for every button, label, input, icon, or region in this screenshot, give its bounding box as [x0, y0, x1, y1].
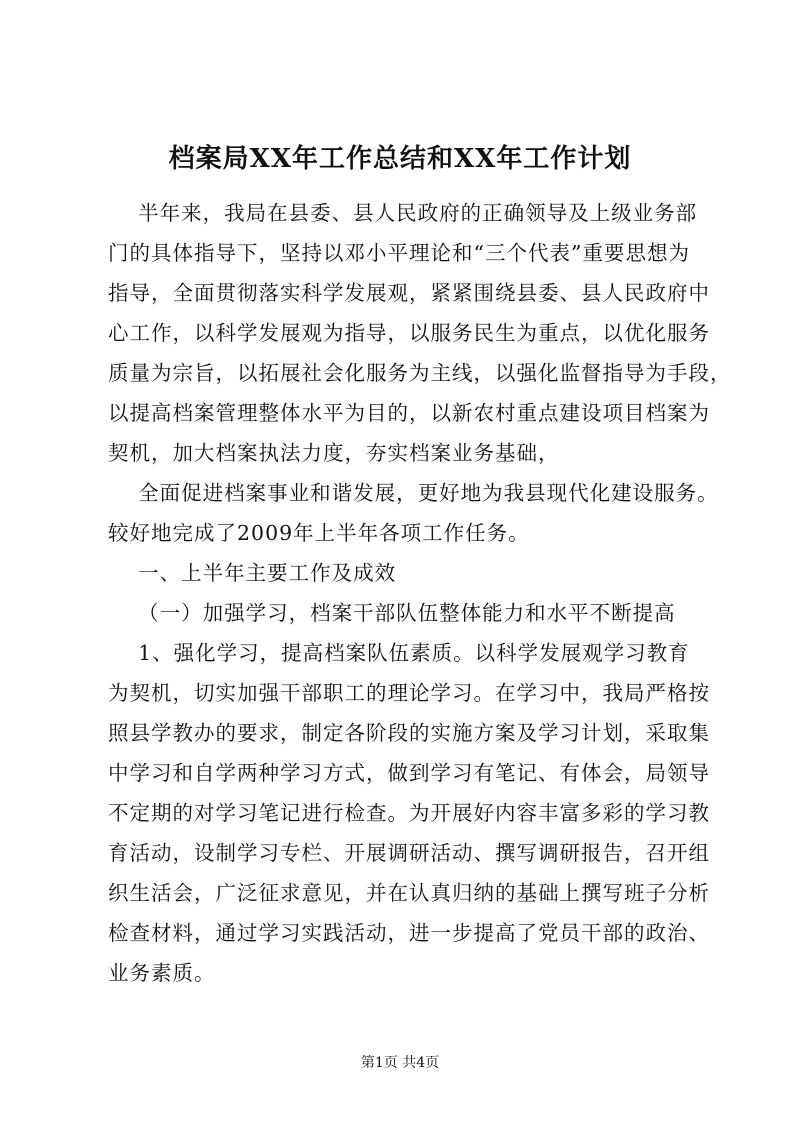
- paragraph-line: 检查材料，通过学习实践活动，进一步提高了党员干部的政治、: [108, 921, 710, 945]
- subsection-heading: （一）加强学习，档案干部队伍整体能力和水平不断提高: [108, 601, 676, 625]
- section-heading: 一、上半年主要工作及成效: [108, 561, 397, 585]
- paragraph-line: 照县学教办的要求，制定各阶段的实施方案及学习计划，采取集: [108, 721, 710, 745]
- page-footer: 第1页 共4页: [360, 1055, 440, 1071]
- document-title: 档案局XX年工作总结和XX年工作计划: [168, 144, 632, 174]
- paragraph-line: 心工作，以科学发展观为指导，以服务民生为重点，以优化服务: [108, 321, 710, 345]
- paragraph-line: 半年来，我局在县委、县人民政府的正确领导及上级业务部: [108, 201, 698, 225]
- paragraph-line: 门的具体指导下，坚持以邓小平理论和“三个代表”重要思想为: [108, 241, 690, 265]
- paragraph-line: 指导，全面贯彻落实科学发展观，紧紧围绕县委、县人民政府中: [108, 281, 710, 305]
- paragraph-line: 契机，加大档案执法力度，夯实档案业务基础，: [108, 441, 560, 465]
- paragraph-line: 中学习和自学两种学习方式，做到学习有笔记、有体会，局领导: [108, 761, 710, 785]
- paragraph-line: 质量为宗旨，以拓展社会化服务为主线，以强化监督指导为手段，: [108, 361, 732, 385]
- paragraph-line: 1、强化学习，提高档案队伍素质。以科学发展观学习教育: [108, 641, 690, 665]
- paragraph-line: 不定期的对学习笔记进行检查。为开展好内容丰富多彩的学习教: [108, 801, 710, 825]
- paragraph-line: 较好地完成了2009年上半年各项工作任务。: [108, 521, 530, 545]
- paragraph-line: 育活动，设制学习专栏、开展调研活动、撰写调研报告，召开组: [108, 841, 710, 865]
- paragraph-line: 为契机，切实加强干部职工的理论学习。在学习中，我局严格按: [108, 681, 710, 705]
- paragraph-line: 全面促进档案事业和谐发展，更好地为我县现代化建设服务。: [108, 481, 719, 505]
- paragraph-line: 织生活会，广泛征求意见，并在认真归纳的基础上撰写班子分析: [108, 881, 710, 905]
- paragraph-line: 以提高档案管理整体水平为目的，以新农村重点建设项目档案为: [108, 401, 710, 425]
- paragraph-line: 业务素质。: [108, 961, 216, 985]
